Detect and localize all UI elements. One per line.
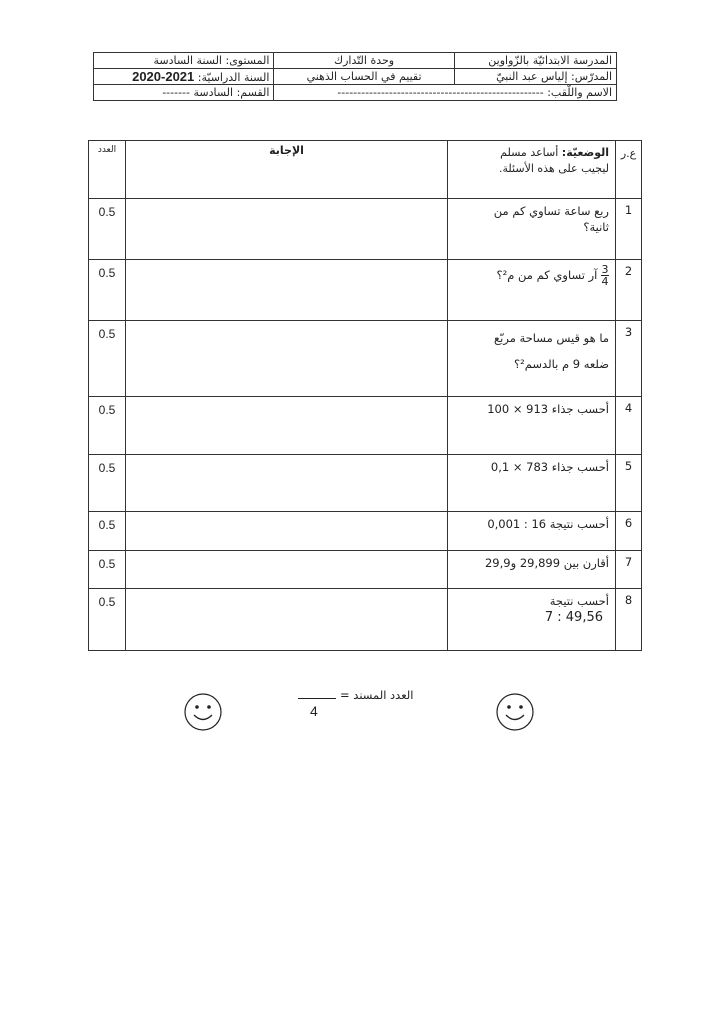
teacher-name: المدرّس: إلياس عبد النبيّ xyxy=(454,69,616,85)
row-number: 4 xyxy=(616,397,642,455)
fraction-numerator: 3 xyxy=(601,263,609,276)
row-number: 1 xyxy=(616,199,642,260)
unit-title: وحدة التّدارك xyxy=(274,53,454,69)
fraction xyxy=(601,264,609,287)
situation-text-2: ليجيب على هذه الأسئلة. xyxy=(499,162,609,175)
col-situation-header xyxy=(448,141,616,199)
answer-cell[interactable] xyxy=(126,589,448,651)
answer-cell[interactable] xyxy=(126,199,448,260)
question-line-1: أحسب نتيجة xyxy=(549,594,609,608)
question-line-1: ربع ساعة تساوي كم من xyxy=(493,204,609,218)
row-number: 7 xyxy=(616,551,642,589)
table-row xyxy=(89,260,642,321)
level-label: المستوى: السنة السادسة xyxy=(94,53,274,69)
question-line-1: آر تساوي كم من م²؟ xyxy=(496,268,598,282)
student-name-line xyxy=(274,85,617,101)
col-score-header: العدد xyxy=(89,141,126,199)
section-label: القسم: السادسة ------- xyxy=(94,85,274,101)
answer-cell[interactable] xyxy=(126,397,448,455)
score-cell: 0.5 xyxy=(89,321,126,397)
question-cell xyxy=(448,321,616,397)
question-line-2: 7 : 49,56 xyxy=(544,610,603,625)
row-number: 3 xyxy=(616,321,642,397)
question-cell: أحسب جذاء 913 × 100 xyxy=(448,397,616,455)
score-cell: 0.5 xyxy=(89,512,126,551)
question-cell: أحسب نتيجة 16 : 0,001 xyxy=(448,512,616,551)
answer-cell[interactable] xyxy=(126,512,448,551)
table-header-row xyxy=(89,141,642,199)
question-cell xyxy=(448,260,616,321)
table-row xyxy=(89,512,642,551)
answer-cell[interactable] xyxy=(126,551,448,589)
question-line-1: ما هو قيس مساحة مربّع xyxy=(494,331,609,345)
answer-cell[interactable] xyxy=(126,321,448,397)
assigned-score-label: العدد المسند = xyxy=(340,688,414,702)
header-table xyxy=(93,52,617,101)
score-cell: 0.5 xyxy=(89,589,126,651)
questions-table xyxy=(88,140,642,651)
row-number: 6 xyxy=(616,512,642,551)
school-year xyxy=(94,69,274,85)
school-year-value: 2020-2021 xyxy=(132,69,195,84)
school-year-label: السنة الدراسيّة: xyxy=(197,71,270,84)
smiley-left-icon xyxy=(183,692,223,736)
score-cell: 0.5 xyxy=(89,199,126,260)
question-cell: أقارن بين 29,899 و29,9 xyxy=(448,551,616,589)
row-number: 8 xyxy=(616,589,642,651)
table-row xyxy=(89,455,642,512)
score-cell: 0.5 xyxy=(89,551,126,589)
score-cell: 0.5 xyxy=(89,397,126,455)
row-number: 5 xyxy=(616,455,642,512)
score-cell: 0.5 xyxy=(89,260,126,321)
col-answer-header: الإجابة xyxy=(126,141,448,199)
col-number-header: ع.ر xyxy=(616,141,642,199)
question-line-2: ضلعه 9 م بالدسم²؟ xyxy=(514,357,609,371)
question-cell xyxy=(448,199,616,260)
student-name-dashes: ---------------------------------------------------- xyxy=(337,86,544,99)
situation-bold-label: الوضعيّة: xyxy=(561,146,609,159)
table-row xyxy=(89,321,642,397)
student-name-label: الاسم واللّقب: xyxy=(547,86,612,99)
school-name: المدرسة الابتدائيّة بالزّواوين xyxy=(454,53,616,69)
answer-cell[interactable] xyxy=(126,455,448,512)
table-row xyxy=(89,397,642,455)
score-fraction-line xyxy=(298,698,336,699)
row-number: 2 xyxy=(616,260,642,321)
fraction-denominator: 4 xyxy=(601,275,609,288)
question-cell xyxy=(448,589,616,651)
score-cell: 0.5 xyxy=(89,455,126,512)
assessment-title: تقييم في الحساب الذهني xyxy=(274,69,454,85)
smiley-right-icon xyxy=(495,692,535,736)
question-cell: أحسب جذاء 783 × 0,1 xyxy=(448,455,616,512)
situation-text: أساعد مسلم xyxy=(500,146,559,159)
table-row xyxy=(89,551,642,589)
table-row xyxy=(89,199,642,260)
question-line-2: ثانية؟ xyxy=(583,220,609,234)
answer-cell[interactable] xyxy=(126,260,448,321)
table-row xyxy=(89,589,642,651)
score-denominator: 4 xyxy=(310,703,318,719)
